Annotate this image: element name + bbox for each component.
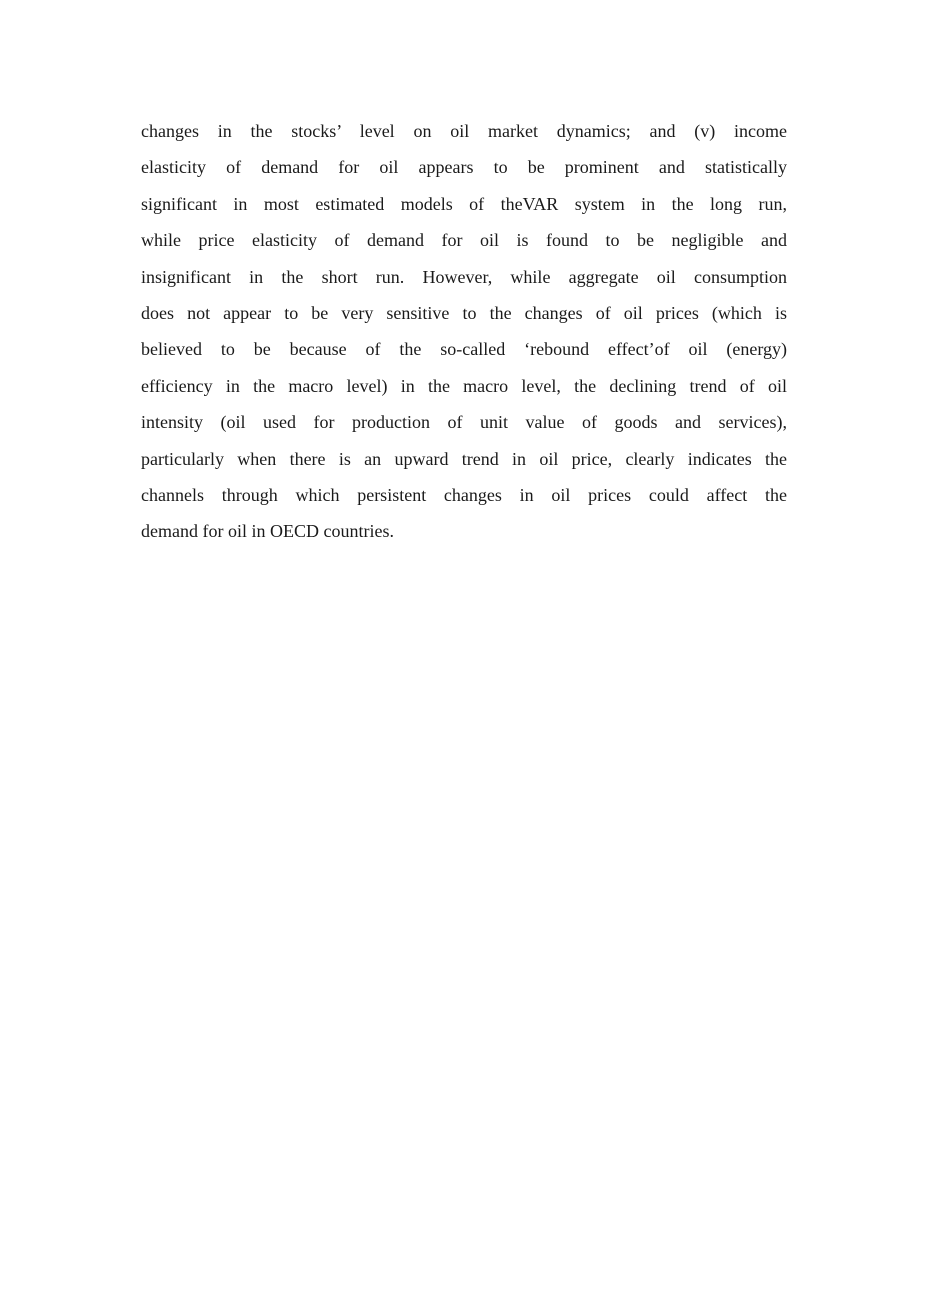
paragraph-line: particularly when there is an upward trend in oil price, clearly indicates the	[141, 448, 787, 469]
paragraph-line: believed to be because of the so-called ‘rebound effect’of oil (energy)	[141, 339, 787, 360]
paragraph-line: elasticity of demand for oil appears to be prominent and statistically	[141, 157, 787, 178]
paragraph-line: channels through which persistent changes in oil prices could affect the	[141, 484, 787, 505]
paragraph-line: insignificant in the short run. However, while aggregate oil consumption	[141, 266, 787, 287]
body-paragraph	[141, 113, 787, 550]
paragraph-line: efficiency in the macro level) in the macro level, the declining trend of oil	[141, 375, 787, 396]
paragraph-line: intensity (oil used for production of unit value of goods and services),	[141, 412, 787, 433]
paragraph-line: demand for oil in OECD countries.	[141, 521, 394, 542]
paragraph-line: while price elasticity of demand for oil is found to be negligible and	[141, 230, 787, 251]
paragraph-line: significant in most estimated models of theVAR system in the long run,	[141, 193, 787, 214]
paragraph-line: changes in the stocks’ level on oil market dynamics; and (v) income	[141, 121, 787, 141]
paragraph-line: does not appear to be very sensitive to the changes of oil prices (which is	[141, 302, 787, 323]
